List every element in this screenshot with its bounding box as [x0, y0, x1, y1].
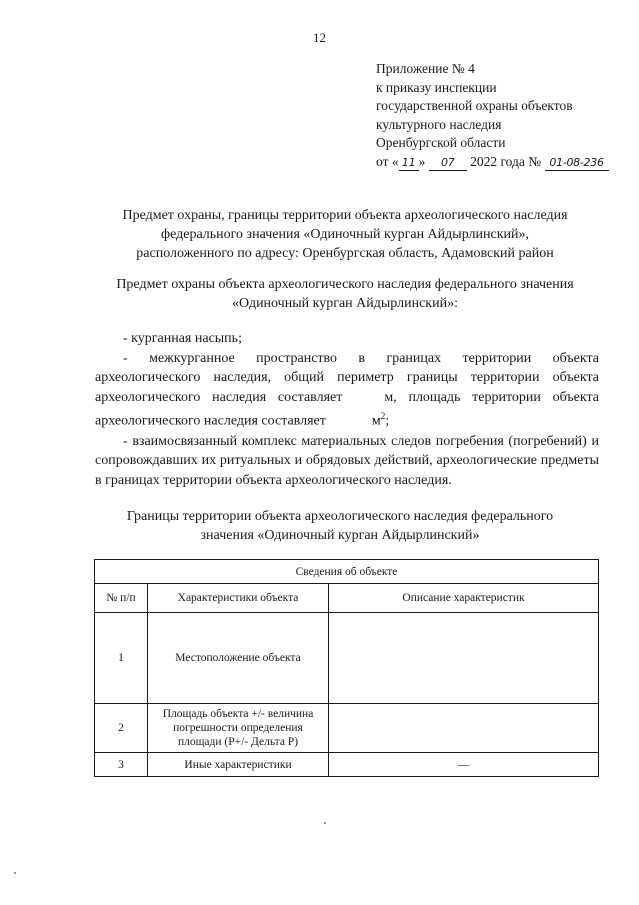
- column-header: № п/п: [95, 584, 148, 613]
- list-item: [95, 349, 599, 432]
- row-number: 2: [95, 704, 148, 753]
- appendix-line: культурного наследия: [376, 116, 502, 132]
- list-item: - курганная насыпь;: [123, 331, 242, 346]
- appendix-line: Оренбургской области: [376, 135, 506, 151]
- protection-items-list: [95, 329, 599, 490]
- row-number: 3: [95, 753, 148, 777]
- column-header: Характеристики объекта: [148, 584, 329, 613]
- item-text: м, площадь территории объекта археологического наследия составляет: [95, 389, 600, 430]
- table-caption-row: [95, 560, 599, 584]
- appendix-title: Приложение № 4: [376, 61, 475, 76]
- row-description: [329, 613, 599, 704]
- appendix-line: к приказу инспекции: [376, 79, 497, 95]
- appendix-line: государственной охраны объектов: [376, 98, 573, 114]
- date-day: 11: [399, 156, 419, 171]
- scan-speck: [14, 872, 16, 874]
- date-prefix: от «: [376, 153, 399, 169]
- row-characteristic: Местоположение объекта: [148, 613, 329, 704]
- title-line: расположенного по адресу: Оренбургская область, Адамовский район: [136, 246, 554, 261]
- protection-subject-heading: [80, 275, 610, 313]
- date-month: 07: [429, 156, 467, 171]
- row-number: 1: [95, 613, 148, 704]
- table-header-row: [95, 584, 599, 613]
- boundaries-heading: [60, 507, 620, 545]
- row-characteristic: Иные характеристики: [148, 753, 329, 777]
- column-header: Описание характеристик: [329, 584, 599, 613]
- list-item: - взаимосвязанный комплекс материальных следов погребения (погребений) и сопровождавших их ритуальных и обрядовых действий, археологические предметы в границах территории объекта археологического наследия.: [95, 433, 599, 488]
- title-line: федерального значения «Одиночный курган Айдырлинский»,: [161, 227, 529, 242]
- item-unit-sup: 2: [380, 411, 386, 422]
- date-year: 2022 года №: [470, 153, 542, 169]
- item-text: ;: [385, 414, 390, 430]
- appendix-block: [376, 60, 636, 172]
- heading-line: Границы территории объекта археологического наследия федерального: [126, 509, 554, 524]
- table-row: [95, 753, 599, 777]
- table-row: [95, 704, 599, 753]
- row-description: [329, 704, 599, 753]
- heading-line: «Одиночный курган Айдырлинский»:: [232, 296, 458, 311]
- table-row: [95, 613, 599, 704]
- title-line: Предмет охраны, границы территории объекта археологического наследия: [122, 208, 568, 223]
- item-text: - межкурганное пространство в границах территории объекта археологического наследия, общий периметр границы территории объекта археологического наследия составляет: [95, 350, 599, 405]
- order-number: 01-08-236: [545, 156, 609, 171]
- date-mid: »: [418, 153, 426, 169]
- object-info-table: [94, 559, 599, 777]
- heading-line: Предмет охраны объекта археологического наследия федерального значения: [116, 277, 574, 292]
- scan-speck: [324, 822, 326, 824]
- table-caption: Сведения об объекте: [95, 560, 599, 584]
- item-unit: м: [371, 414, 381, 430]
- row-characteristic: Площадь объекта +/- величина погрешности определения площади (Р+/- Дельта Р): [148, 704, 329, 753]
- appendix-date-line: [376, 153, 636, 172]
- row-description: —: [329, 753, 599, 777]
- heading-line: значения «Одиночный курган Айдырлинский»: [200, 528, 480, 543]
- document-title: [80, 206, 610, 263]
- page-number: 12: [313, 30, 326, 45]
